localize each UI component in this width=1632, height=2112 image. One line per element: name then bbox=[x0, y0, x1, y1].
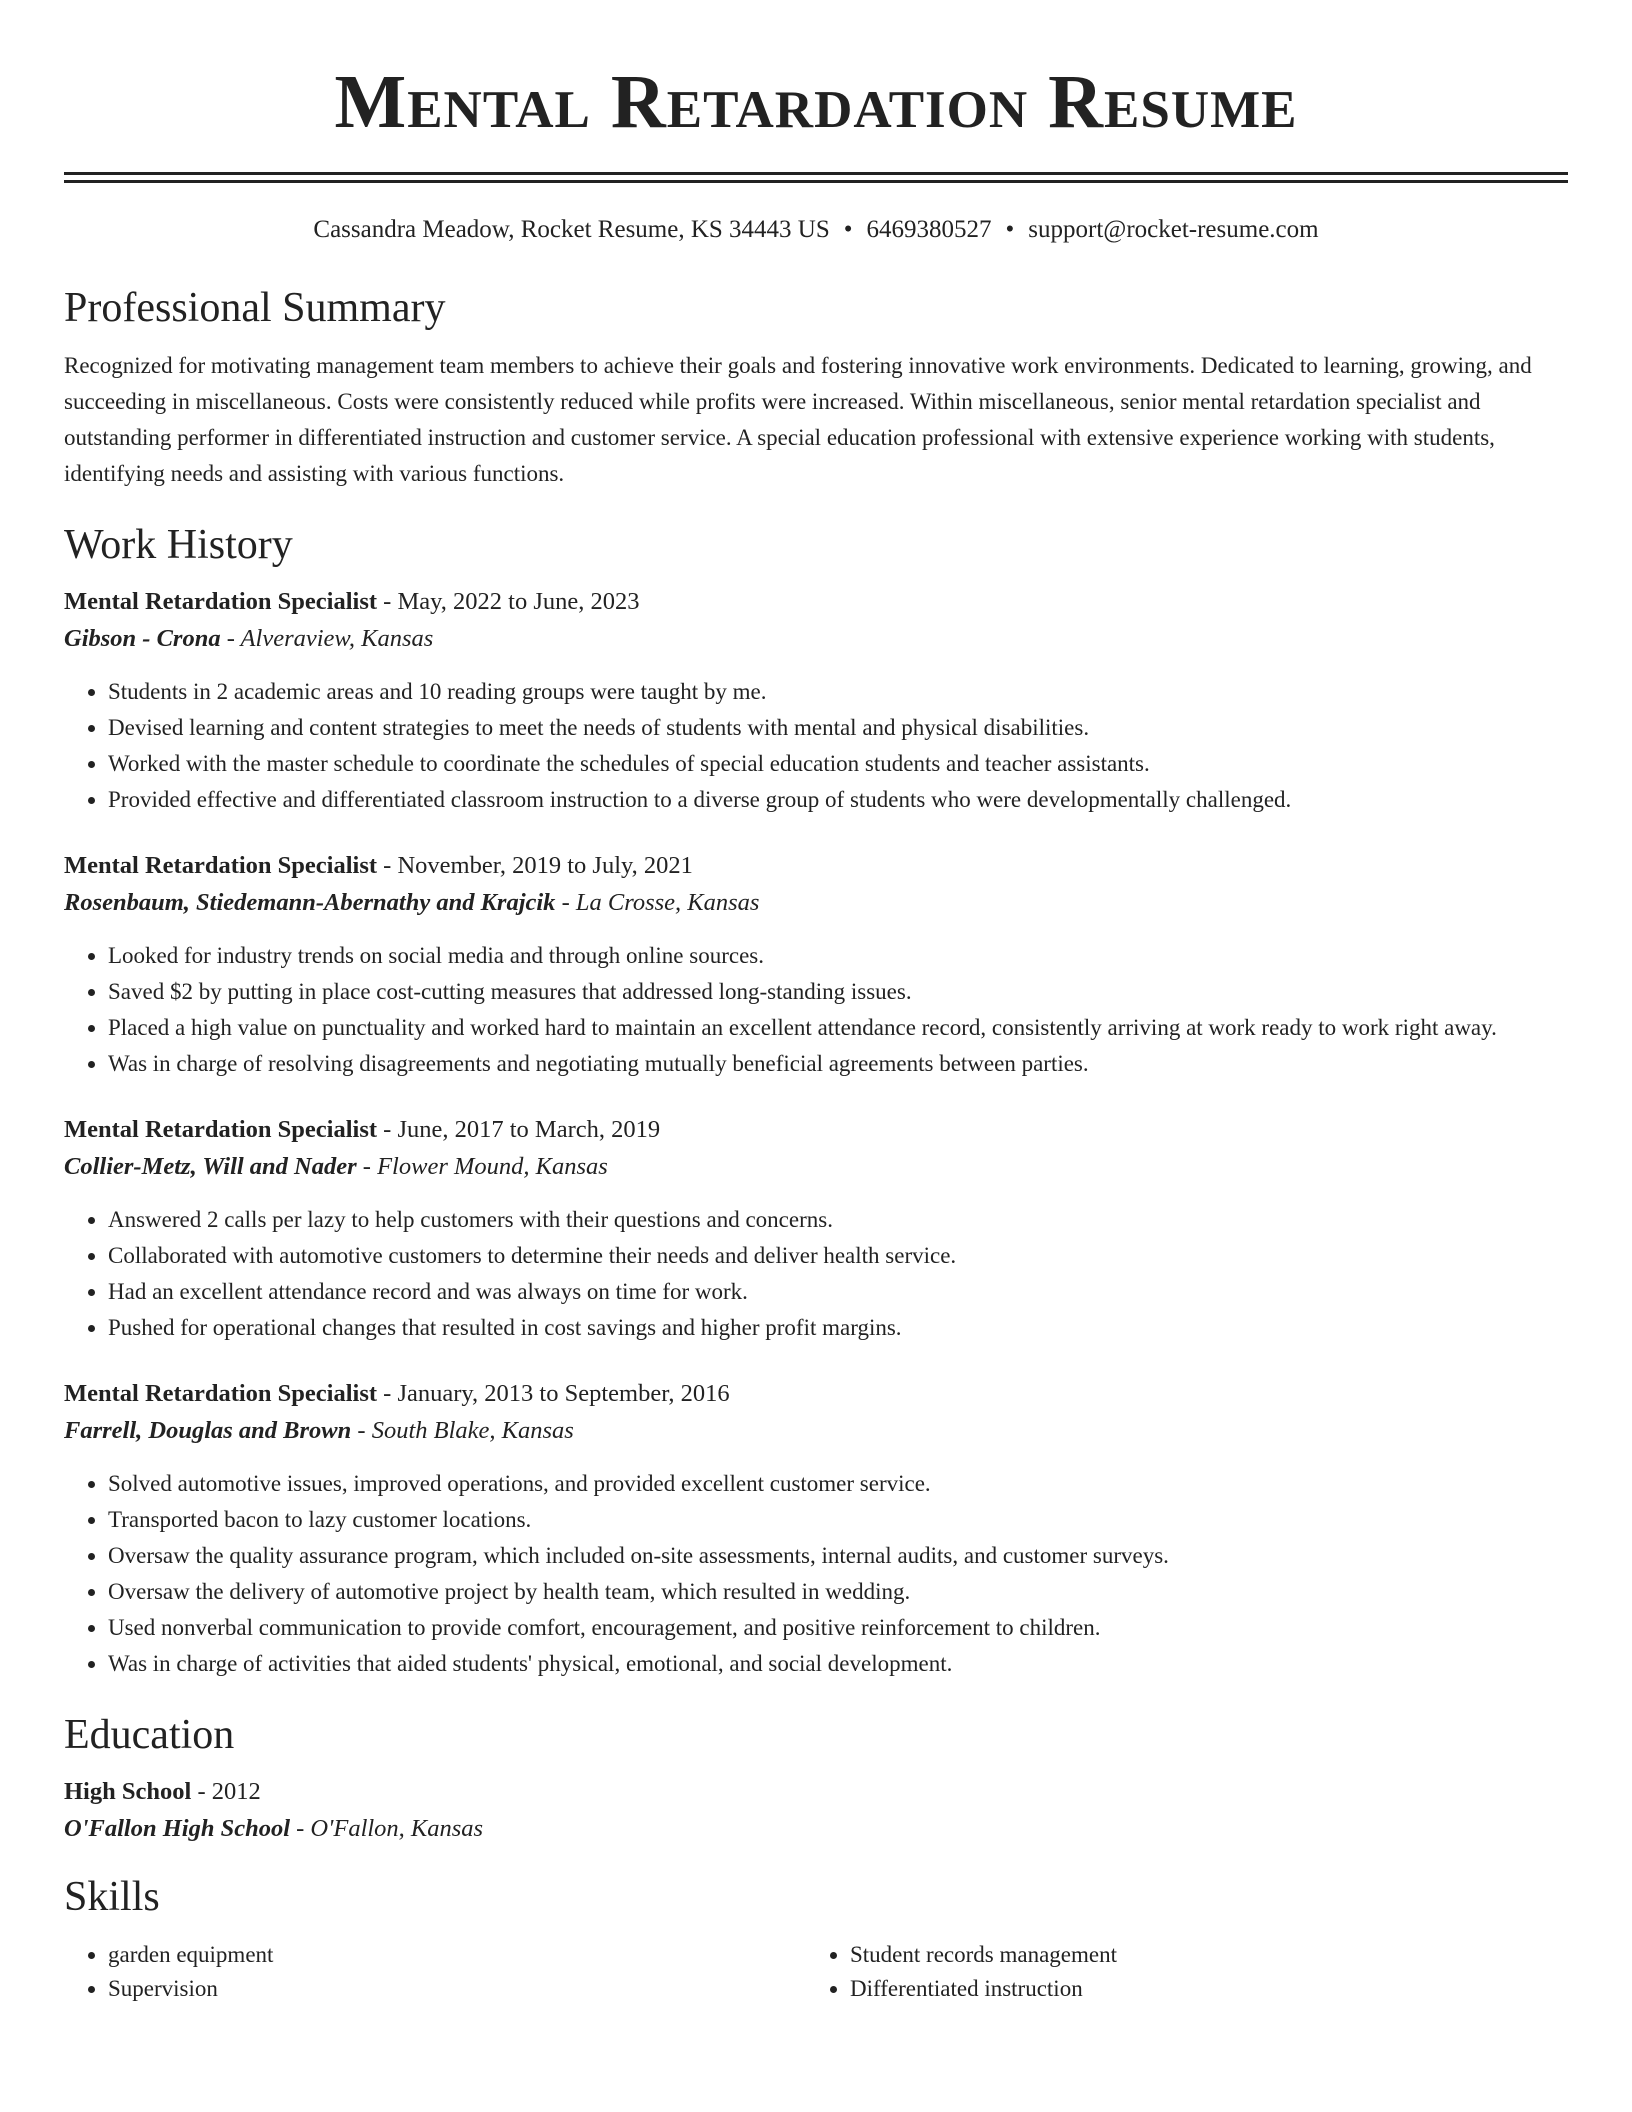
job-bullet: • Used nonverbal communication to provide comfort, encouragement, and positive reinforcement to children. bbox=[108, 1610, 1568, 1646]
contact-separator: • bbox=[1005, 216, 1015, 243]
skill-item: • Differentiated instruction bbox=[850, 1972, 1548, 2006]
job-title: Mental Retardation Specialist bbox=[64, 588, 378, 615]
contact-line bbox=[64, 215, 1568, 245]
job-bullet: • Oversaw the quality assurance program, which included on-site assessments, internal audits, and customer surveys. bbox=[108, 1538, 1568, 1574]
school-line bbox=[64, 1810, 1568, 1848]
job-entry bbox=[64, 1376, 1568, 1682]
job-bullet: • Oversaw the delivery of automotive project by health team, which resulted in wedding. bbox=[108, 1574, 1568, 1610]
job-bullet: • Collaborated with automotive customers to determine their needs and deliver health service. bbox=[108, 1238, 1568, 1274]
company-line bbox=[64, 620, 1568, 658]
company-line bbox=[64, 884, 1568, 922]
skill-item: • Student records management bbox=[850, 1938, 1548, 1972]
school-name: O'Fallon High School bbox=[64, 1815, 291, 1842]
job-bullets bbox=[64, 1466, 1568, 1682]
job-bullet: • Devised learning and content strategies to meet the needs of students with mental and physical disabilities. bbox=[108, 710, 1568, 746]
job-bullets bbox=[64, 674, 1568, 818]
job-dates: - June, 2017 to March, 2019 bbox=[377, 1116, 661, 1143]
skills-column-left bbox=[64, 1938, 806, 2006]
job-bullet: • Looked for industry trends on social media and through online sources. bbox=[108, 938, 1568, 974]
job-entry bbox=[64, 1112, 1568, 1346]
contact-email: support@rocket-resume.com bbox=[1028, 216, 1319, 243]
job-bullet: • Students in 2 academic areas and 10 reading groups were taught by me. bbox=[108, 674, 1568, 710]
job-dates: - January, 2013 to September, 2016 bbox=[377, 1380, 730, 1407]
job-bullets bbox=[64, 1202, 1568, 1346]
job-bullet: • Solved automotive issues, improved operations, and provided excellent customer service. bbox=[108, 1466, 1568, 1502]
job-bullets bbox=[64, 938, 1568, 1082]
job-title-line bbox=[64, 584, 1568, 620]
job-bullet: • Had an excellent attendance record and was always on time for work. bbox=[108, 1274, 1568, 1310]
job-bullet: • Transported bacon to lazy customer locations. bbox=[108, 1502, 1568, 1538]
company-name: Gibson - Crona bbox=[64, 625, 221, 652]
company-location: - South Blake, Kansas bbox=[351, 1417, 574, 1444]
company-location: - Alveraview, Kansas bbox=[220, 625, 434, 652]
degree-line bbox=[64, 1774, 1568, 1810]
graduation-year: - 2012 bbox=[191, 1778, 261, 1805]
job-bullet: • Was in charge of resolving disagreements and negotiating mutually beneficial agreements between parties. bbox=[108, 1046, 1568, 1082]
degree: High School bbox=[64, 1778, 192, 1805]
job-bullet: • Pushed for operational changes that resulted in cost savings and higher profit margins. bbox=[108, 1310, 1568, 1346]
company-name: Farrell, Douglas and Brown bbox=[64, 1417, 352, 1444]
job-dates: - November, 2019 to July, 2021 bbox=[377, 852, 693, 879]
job-title: Mental Retardation Specialist bbox=[64, 1380, 378, 1407]
job-title-line bbox=[64, 1376, 1568, 1412]
company-line bbox=[64, 1148, 1568, 1186]
contact-phone: 6469380527 bbox=[866, 216, 992, 243]
education-heading: Education bbox=[64, 1712, 235, 1758]
job-title-line bbox=[64, 848, 1568, 884]
skill-item: • garden equipment bbox=[108, 1938, 806, 1972]
skills-column-right bbox=[806, 1938, 1548, 2006]
school-location: - O'Fallon, Kansas bbox=[290, 1815, 484, 1842]
skills-heading: Skills bbox=[64, 1874, 160, 1920]
resume-title: Mental Retardation Resume bbox=[334, 60, 1298, 144]
resume-page bbox=[64, 0, 1568, 2006]
contact-address: Cassandra Meadow, Rocket Resume, KS 34443 US bbox=[313, 216, 830, 243]
skills-list bbox=[64, 1938, 1568, 2006]
contact-separator: • bbox=[843, 216, 853, 243]
company-location: - La Crosse, Kansas bbox=[555, 889, 760, 916]
job-bullet: • Was in charge of activities that aided students' physical, emotional, and social development. bbox=[108, 1646, 1568, 1682]
skill-item: • Supervision bbox=[108, 1972, 806, 2006]
job-bullet: • Saved $2 by putting in place cost-cutting measures that addressed long-standing issues. bbox=[108, 974, 1568, 1010]
title-divider bbox=[64, 172, 1568, 183]
job-title: Mental Retardation Specialist bbox=[64, 1116, 378, 1143]
work-history-heading: Work History bbox=[64, 522, 293, 568]
education-entry bbox=[64, 1774, 1568, 1848]
company-line bbox=[64, 1412, 1568, 1450]
job-entry bbox=[64, 848, 1568, 1082]
job-title: Mental Retardation Specialist bbox=[64, 852, 378, 879]
company-name: Collier-Metz, Will and Nader bbox=[64, 1153, 357, 1180]
company-location: - Flower Mound, Kansas bbox=[356, 1153, 608, 1180]
job-bullet: • Answered 2 calls per lazy to help customers with their questions and concerns. bbox=[108, 1202, 1568, 1238]
job-title-line bbox=[64, 1112, 1568, 1148]
job-entry bbox=[64, 584, 1568, 818]
job-bullet: • Worked with the master schedule to coordinate the schedules of special education students and teacher assistants. bbox=[108, 746, 1568, 782]
company-name: Rosenbaum, Stiedemann-Abernathy and Krajcik bbox=[64, 889, 556, 916]
job-dates: - May, 2022 to June, 2023 bbox=[377, 588, 640, 615]
job-bullet: • Provided effective and differentiated classroom instruction to a diverse group of students who were developmentally challenged. bbox=[108, 782, 1568, 818]
summary-heading: Professional Summary bbox=[64, 285, 446, 331]
summary-text: Recognized for motivating management team members to achieve their goals and fostering innovative work environments. Dedicated to learning, growing, and succeeding in miscellaneous. Costs were consistently reduced while profits were increased. Within miscellaneous, senior mental retardation specialist and outstanding performer in differentiated instruction and customer service. A special education professional with extensive experience working with students, identifying needs and assisting with various functions. bbox=[64, 353, 1532, 486]
job-bullet: • Placed a high value on punctuality and worked hard to maintain an excellent attendance record, consistently arriving at work ready to work right away. bbox=[108, 1010, 1568, 1046]
